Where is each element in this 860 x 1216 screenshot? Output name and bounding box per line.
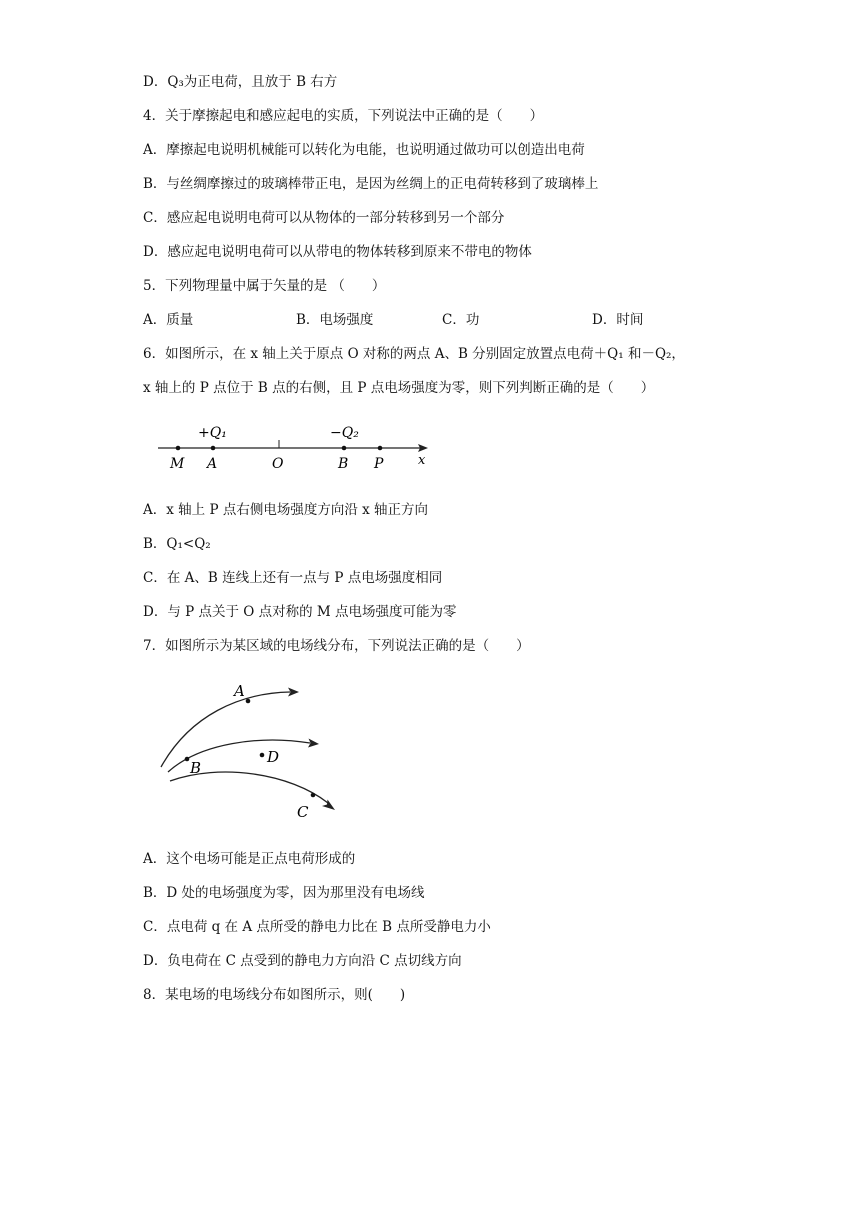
label-m: M: [170, 456, 185, 472]
q6-option-a: A．x 轴上 P 点右侧电场强度方向沿 x 轴正方向: [143, 502, 429, 518]
point-p: [378, 446, 383, 451]
q7-field-lines-figure: [150, 675, 350, 830]
point-a: [211, 446, 216, 451]
label-b: B: [190, 759, 202, 777]
q4-option-c: C．感应起电说明电荷可以从物体的一部分转移到另一个部分: [143, 210, 505, 226]
q7-option-a: A．这个电场可能是正点电荷形成的: [143, 851, 356, 867]
q6-option-c: C．在 A、B 连线上还有一点与 P 点电场强度相同: [143, 570, 443, 586]
label-c: C: [297, 803, 309, 821]
q8-stem: 8．某电场的电场线分布如图所示，则( ): [143, 987, 406, 1003]
q7-stem: 7．如图所示为某区域的电场线分布，下列说法正确的是（ ）: [143, 638, 530, 654]
point-m: [176, 446, 181, 451]
label-o: O: [272, 456, 284, 472]
label-pos-charge: +Q₁: [198, 425, 227, 441]
label-p: P: [374, 456, 384, 472]
field-line-bottom-arrow: [322, 800, 335, 811]
q6-axis-figure: [150, 415, 440, 477]
q3-option-d: D．Q₃为正电荷，且放于 B 右方: [143, 74, 338, 90]
label-d: D: [267, 748, 280, 766]
q5-option-a: A．质量: [143, 312, 194, 328]
q5-option-b: B．电场强度: [296, 312, 374, 328]
q6-option-b: B．Q₁<Q₂: [143, 536, 211, 552]
q4-option-b: B．与丝绸摩擦过的玻璃棒带正电，是因为丝绸上的正电荷转移到了玻璃棒上: [143, 176, 599, 192]
point-d: [260, 753, 265, 758]
point-c: [311, 793, 316, 798]
q6-option-d: D．与 P 点关于 O 点对称的 M 点电场强度可能为零: [143, 604, 457, 620]
q4-option-d: D．感应起电说明电荷可以从带电的物体转移到原来不带电的物体: [143, 244, 532, 260]
label-x: x: [418, 453, 426, 468]
q6-stem-line2: x 轴上的 P 点位于 B 点的右侧，且 P 点电场强度为零，则下列判断正确的是（ ）: [143, 380, 655, 396]
q6-stem-line1: 6．如图所示，在 x 轴上关于原点 O 对称的两点 A、B 分别固定放置点电荷＋Q₁ 和－Q₂，: [143, 346, 685, 362]
label-a: A: [207, 456, 218, 472]
label-a: A: [234, 682, 245, 700]
point-a: [246, 699, 251, 704]
q4-stem: 4．关于摩擦起电和感应起电的实质，下列说法中正确的是（ ）: [143, 108, 544, 124]
q5-stem: 5．下列物理量中属于矢量的是 （ ）: [143, 278, 386, 294]
q7-option-d: D．负电荷在 C 点受到的静电力方向沿 C 点切线方向: [143, 953, 462, 969]
point-b: [342, 446, 347, 451]
q5-option-c: C．功: [442, 312, 480, 328]
point-b: [185, 757, 190, 762]
q7-option-c: C．点电荷 q 在 A 点所受的静电力比在 B 点所受静电力小: [143, 919, 491, 935]
q5-option-d: D．时间: [592, 312, 644, 328]
q4-option-a: A．摩擦起电说明机械能可以转化为电能，也说明通过做功可以创造出电荷: [143, 142, 585, 158]
q7-option-b: B．D 处的电场强度为零，因为那里没有电场线: [143, 885, 425, 901]
label-b: B: [338, 456, 349, 472]
label-neg-charge: −Q₂: [330, 425, 359, 441]
